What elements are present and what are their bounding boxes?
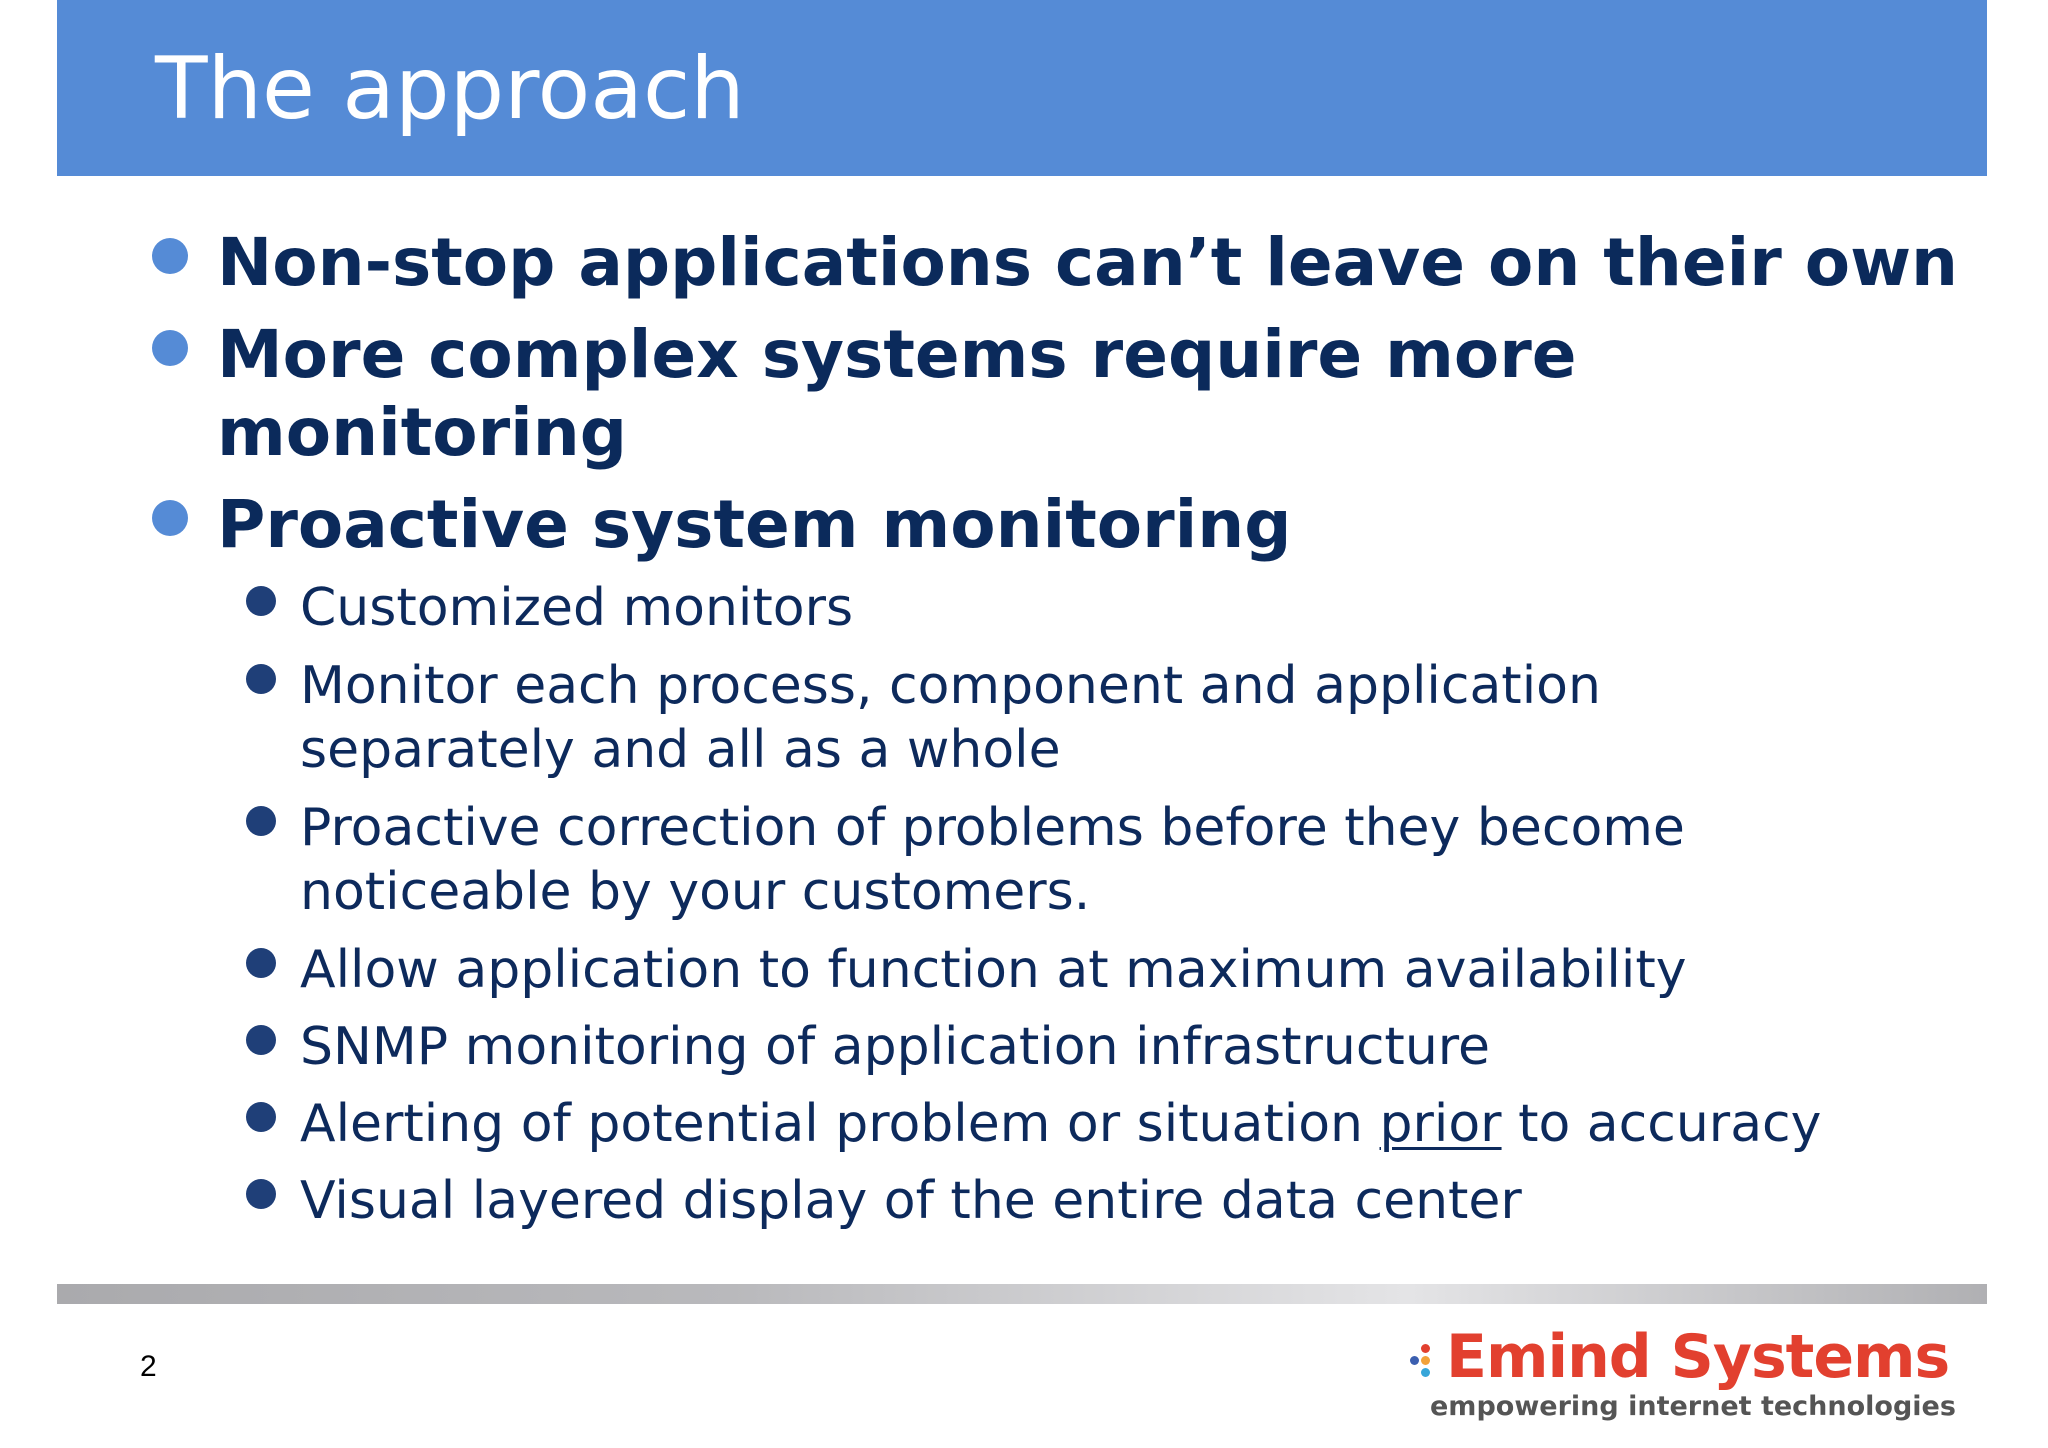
sub-bullet-item: Visual layered display of the entire data center <box>300 1171 1522 1231</box>
sub-bullet-dot <box>246 1102 276 1132</box>
page-number: 2 <box>140 1350 157 1383</box>
sub-bullet-dot <box>246 664 276 694</box>
bullet-dot <box>152 238 188 274</box>
sub-bullet-dot <box>246 586 276 616</box>
sub-bullet-dot <box>246 1025 276 1055</box>
sub-bullet-item: SNMP monitoring of application infrastructure <box>300 1017 1491 1077</box>
sub-bullet-item: Proactive correction of problems before they become <box>300 798 1685 858</box>
sub-bullet-item: Allow application to function at maximum availability <box>300 940 1687 1000</box>
bullet-item-continuation: monitoring <box>217 394 628 471</box>
sub-bullet-dot <box>246 806 276 836</box>
bullet-item: Proactive system monitoring <box>217 486 1292 563</box>
bullet-item: Non-stop applications can’t leave on their own <box>217 224 1959 301</box>
underlined-word: prior <box>1379 1094 1502 1154</box>
sub-bullet-text: Alerting of potential problem or situation <box>300 1094 1380 1154</box>
sub-bullet-item <box>300 1092 1821 1156</box>
sub-bullet-text: to accuracy <box>1501 1094 1822 1154</box>
sub-bullet-dot <box>246 1179 276 1209</box>
footer-rule <box>57 1284 1987 1304</box>
logo-tagline: empowering internet technologies <box>1430 1391 1956 1422</box>
sub-bullet-item: Customized monitors <box>300 578 854 638</box>
company-logo <box>1410 1322 1956 1428</box>
logo-wordmark: Emind Systems <box>1446 1322 1950 1392</box>
bullet-item: More complex systems require more <box>217 316 1577 393</box>
bullet-dot <box>152 330 188 366</box>
sub-bullet-item-continuation: separately and all as a whole <box>300 720 1061 780</box>
slide-title: The approach <box>155 39 745 139</box>
bullet-dot <box>152 500 188 536</box>
sub-bullet-item-continuation: noticeable by your customers. <box>300 862 1091 922</box>
sub-bullet-item: Monitor each process, component and application <box>300 656 1601 716</box>
sub-bullet-dot <box>246 948 276 978</box>
logo-dots-icon <box>1410 1336 1438 1386</box>
